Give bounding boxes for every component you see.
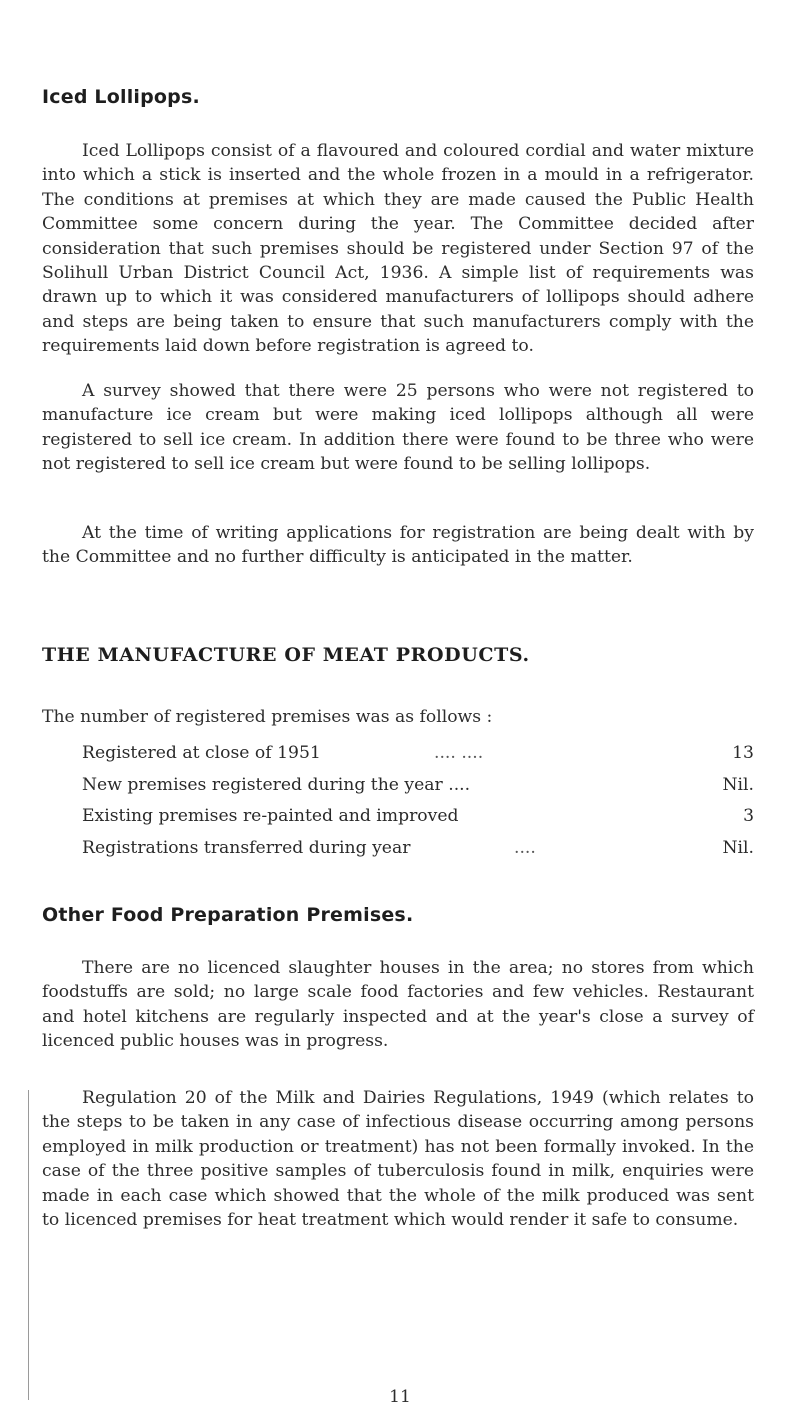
paragraph-other-food-2: Regulation 20 of the Milk and Dairies Regulations, 1949 (which relates to the steps to be taken in any case of infectious disease occurring among persons employed in milk production or treatment) has not been formally invoked. In the case of the three positive samples of tuberculosis found in milk, enquiries were made in each case which showed that the whole of the milk produced was sent to licenced premises for heat treatment which would render it safe to consume.: [42, 1088, 754, 1231]
paragraph-iced-lollipops-2: A survey showed that there were 25 persons who were not registered to manufacture ice cream but were making iced lollipops although all were registered to sell ice cream. In addition there were found to be three who were not registered to sell ice cream but were found to be selling lollipops.: [42, 381, 754, 475]
table-row: [82, 833, 754, 865]
row-leader-dots: .... ....: [434, 743, 484, 763]
row-label: Registered at close of 1951: [82, 743, 321, 763]
section-heading-meat-products: THE MANUFACTURE OF MEAT PRODUCTS.: [42, 644, 530, 666]
row-value: 3: [743, 806, 754, 826]
table-row: [82, 801, 754, 833]
row-value: 13: [732, 743, 754, 763]
row-value: Nil.: [722, 837, 754, 858]
page-number: 11: [389, 1387, 411, 1407]
row-value: Nil.: [722, 774, 754, 795]
row-label: New premises registered during the year ....: [82, 774, 471, 795]
section-heading-other-food: Other Food Preparation Premises.: [42, 904, 414, 926]
meat-products-intro: The number of registered premises was as follows :: [42, 707, 493, 727]
registered-premises-table: [82, 738, 754, 864]
row-label: Existing premises re-painted and improved: [82, 806, 459, 826]
paragraph-other-food-1: There are no licenced slaughter houses in the area; no stores from which foodstuffs are sold; no large scale food factories and few vehicles. Restaurant and hotel kitchens are regularly inspected and at the year's close a survey of licenced public houses was in progress.: [42, 958, 754, 1052]
paragraph-iced-lollipops-3: At the time of writing applications for registration are being dealt with by the Committee and no further difficulty is anticipated in the matter.: [42, 523, 754, 568]
paragraph-iced-lollipops-1: Iced Lollipops consist of a flavoured and coloured cordial and water mixture into which a stick is inserted and the whole frozen in a mould in a refrigerator. The conditions at premises at which they are made caused the Public Health Committee some concern during the year. The Committee decided after consideration that such premises should be registered under Section 97 of the Solihull Urban District Council Act, 1936. A simple list of requirements was drawn up to which it was considered manufacturers of lollipops should adhere and steps are being taken to ensure that such manufacturers comply with the requirements laid down before registration is agreed to.: [42, 141, 754, 357]
row-label: Registrations transferred during year: [82, 837, 411, 858]
table-row: [82, 770, 754, 802]
section-heading-iced-lollipops: Iced Lollipops.: [42, 86, 200, 108]
row-leader-dots: ....: [514, 837, 536, 858]
table-row: [82, 738, 754, 770]
binding-margin-line: [28, 1090, 29, 1400]
